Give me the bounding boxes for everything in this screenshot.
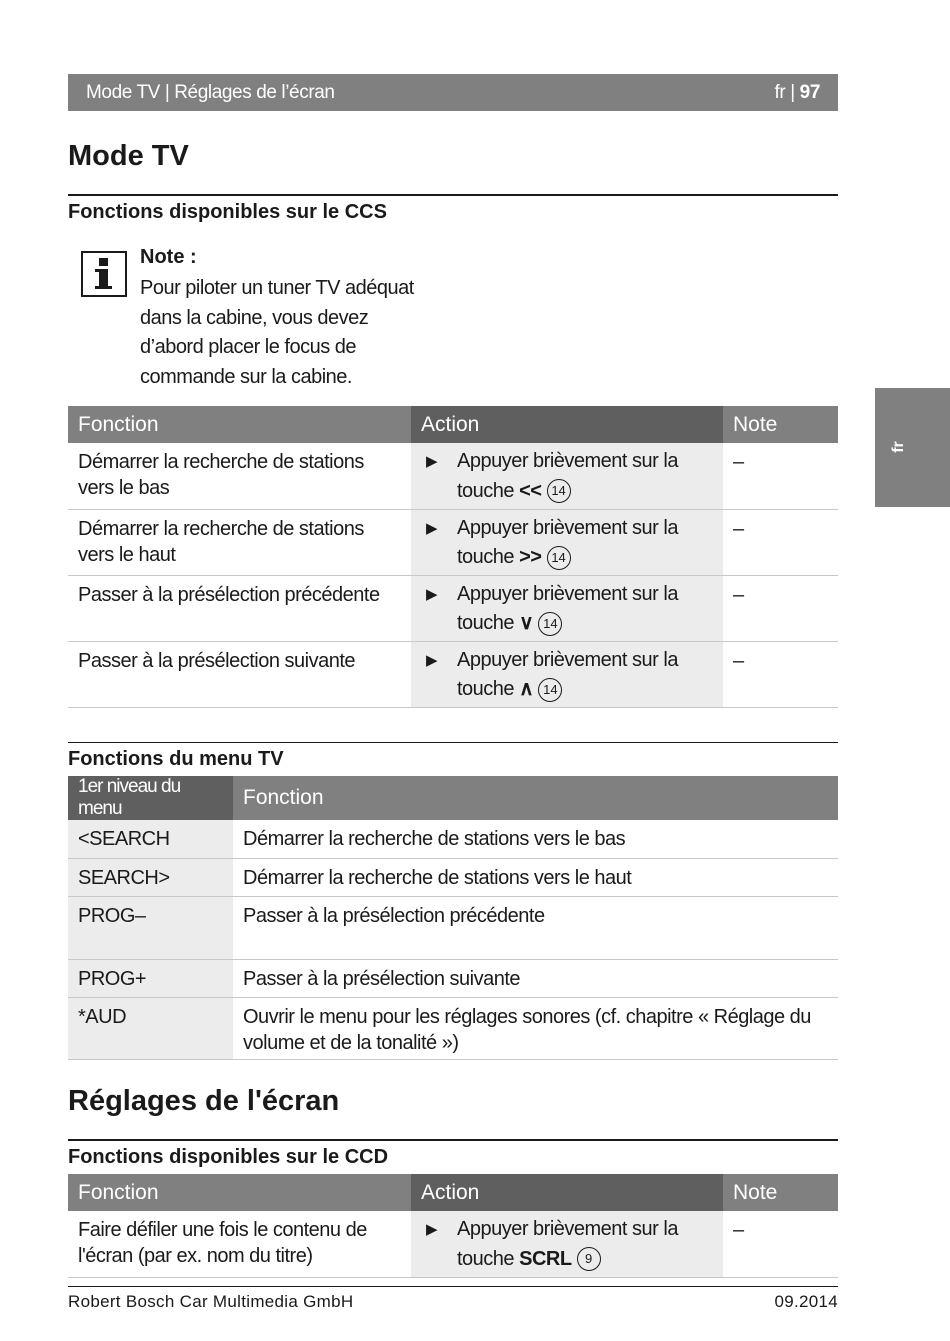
- cell-fonction: Démarrer la recherche de stations vers le haut: [68, 509, 411, 575]
- header-lang: fr: [774, 81, 786, 103]
- section-title-tv: Mode TV: [68, 140, 189, 172]
- ccs-functions-table: [68, 406, 838, 708]
- page-number: [775, 82, 820, 104]
- cell-fonction: Passer à la présélection suivante: [233, 959, 838, 997]
- cell-fonction: Démarrer la recherche de stations vers le haut: [233, 858, 838, 896]
- table-row: [68, 1211, 838, 1277]
- arrow-right-icon: ▶: [426, 453, 438, 470]
- action-text: Appuyer brièvement sur la touche: [457, 648, 678, 700]
- section-title-screen-settings: Réglages de l'écran: [68, 1085, 340, 1117]
- info-icon: [81, 251, 127, 297]
- action-text: Appuyer brièvement sur la touche: [457, 450, 678, 502]
- action-text: Appuyer brièvement sur la touche: [457, 582, 678, 634]
- col-header-note: Note: [723, 1174, 838, 1211]
- footer-date: 09.2014: [774, 1292, 838, 1311]
- table-row: [68, 575, 838, 641]
- col-header-menu-level: 1er niveau du menu: [68, 776, 233, 820]
- cell-note: –: [723, 641, 838, 707]
- ccd-functions-table: [68, 1174, 838, 1278]
- cell-fonction: Passer à la présélection précédente: [233, 896, 838, 959]
- page-separator: |: [785, 81, 800, 103]
- cell-note: –: [723, 509, 838, 575]
- callout-number: 14: [538, 678, 562, 702]
- header-title: Mode TV | Réglages de l’écran: [86, 81, 335, 103]
- table-header-row: [68, 776, 838, 820]
- cell-note: –: [723, 443, 838, 509]
- cell-menu-item: *AUD: [68, 997, 233, 1059]
- cell-menu-item: <SEARCH: [68, 820, 233, 858]
- table-header-row: [68, 406, 838, 443]
- cell-action: [411, 641, 723, 707]
- table-row: [68, 509, 838, 575]
- cell-fonction: Faire défiler une fois le contenu de l'écran (par ex. nom du titre): [68, 1211, 411, 1277]
- table-row: [68, 896, 838, 959]
- language-tab: [875, 388, 950, 507]
- table-row: [68, 641, 838, 707]
- table-row: [68, 820, 838, 858]
- key-label: SCRL: [519, 1247, 572, 1270]
- key-label: >>: [519, 546, 542, 568]
- cell-fonction: Démarrer la recherche de stations vers le bas: [68, 443, 411, 509]
- callout-number: 9: [577, 1247, 601, 1271]
- cell-note: –: [723, 575, 838, 641]
- table-row: [68, 959, 838, 997]
- action-text: Appuyer brièvement sur la touche: [457, 1218, 678, 1270]
- cell-action: [411, 1211, 723, 1277]
- cell-fonction: Ouvrir le menu pour les réglages sonores (cf. chapitre « Réglage du volume et de la tonalité »): [233, 997, 838, 1059]
- section-rule: [68, 194, 838, 196]
- col-header-action: Action: [411, 1174, 723, 1211]
- col-header-action: Action: [411, 406, 723, 443]
- subtitle-menu-tv: Fonctions du menu TV: [68, 748, 284, 770]
- note-title: Note :: [140, 246, 197, 268]
- language-tab-label: fr: [889, 441, 907, 453]
- cell-menu-item: PROG+: [68, 959, 233, 997]
- chevron-up-icon: ∧: [519, 678, 534, 700]
- col-header-fonction: Fonction: [233, 776, 838, 820]
- chevron-down-icon: ∨: [519, 612, 534, 634]
- table-row: [68, 443, 838, 509]
- callout-number: 14: [547, 479, 571, 503]
- callout-number: 14: [547, 546, 571, 570]
- cell-action: [411, 575, 723, 641]
- arrow-right-icon: ▶: [426, 519, 438, 537]
- cell-fonction: Démarrer la recherche de stations vers le bas: [233, 820, 838, 858]
- col-header-fonction: Fonction: [68, 406, 411, 443]
- page-header: [68, 74, 838, 111]
- note-text: Pour piloter un tuner TV adéquat dans la cabine, vous devez d’abord placer le focus de commande sur la cabine.: [140, 277, 414, 388]
- arrow-right-icon: ▶: [426, 585, 438, 603]
- cell-action: [411, 509, 723, 575]
- subtitle-ccs: Fonctions disponibles sur le CCS: [68, 201, 387, 223]
- key-label: <<: [519, 479, 542, 502]
- section-rule: [68, 1139, 838, 1141]
- cell-menu-item: PROG–: [68, 896, 233, 959]
- footer-rule: [68, 1286, 838, 1287]
- subtitle-ccd: Fonctions disponibles sur le CCD: [68, 1146, 389, 1168]
- table-row: [68, 858, 838, 896]
- cell-fonction: Passer à la présélection suivante: [68, 641, 411, 707]
- action-text: Appuyer brièvement sur la touche: [457, 516, 678, 568]
- cell-action: [411, 443, 723, 509]
- cell-menu-item: SEARCH>: [68, 858, 233, 896]
- arrow-right-icon: ▶: [426, 1221, 438, 1238]
- section-rule: [68, 742, 838, 743]
- page-num: 97: [799, 81, 820, 103]
- cell-note: –: [723, 1211, 838, 1277]
- callout-number: 14: [538, 612, 562, 636]
- arrow-right-icon: ▶: [426, 651, 438, 669]
- col-header-fonction: Fonction: [68, 1174, 411, 1211]
- menu-tv-table: [68, 776, 838, 1060]
- footer-company: Robert Bosch Car Multimedia GmbH: [68, 1292, 354, 1311]
- col-header-note: Note: [723, 406, 838, 443]
- table-row: [68, 997, 838, 1059]
- table-header-row: [68, 1174, 838, 1211]
- cell-fonction: Passer à la présélection précédente: [68, 575, 411, 641]
